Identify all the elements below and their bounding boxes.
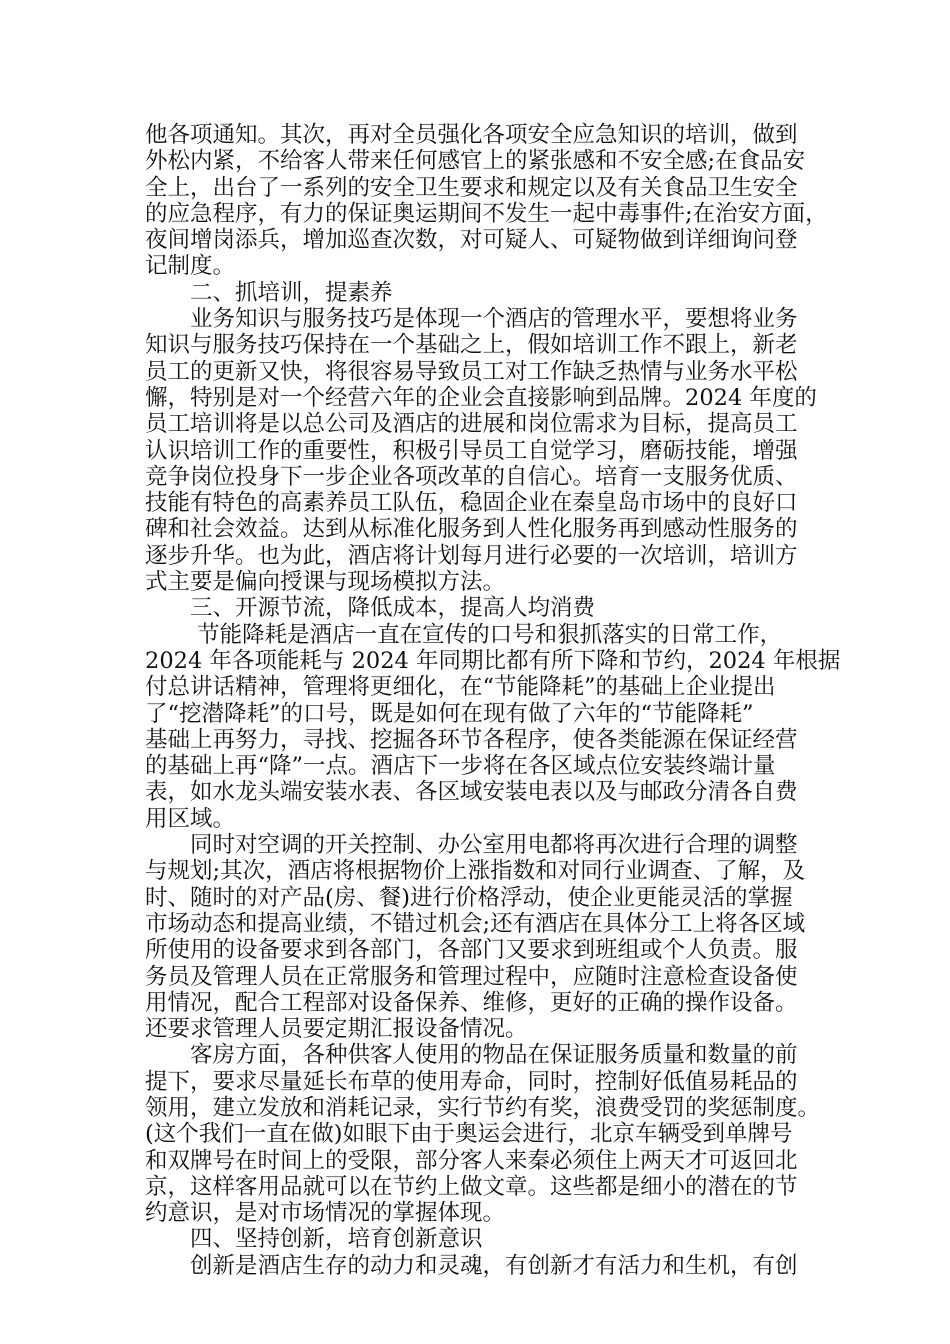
text-line: 提下，要求尽量延长布草的使用寿命，同时，控制好低值易耗品的 bbox=[145, 1068, 798, 1095]
text-line: 所使用的设备要求到各部门，各部门又要求到班组或个人负责。服 bbox=[145, 937, 798, 964]
text-line: 同时对空调的开关控制、办公室用电都将再次进行合理的调整 bbox=[145, 832, 798, 859]
text-line: 2024 年各项能耗与 2024 年同期比都有所下降和节约，2024 年根据 bbox=[145, 647, 841, 674]
text-line: 他各项通知。其次，再对全员强化各项安全应急知识的培训，做到 bbox=[145, 122, 798, 148]
text-line: 客房方面，各种供客人使用的物品在保证服务质量和数量的前 bbox=[145, 1042, 798, 1069]
text-line: 式主要是偏向授课与现场模拟方法。 bbox=[145, 569, 506, 596]
text-line: 了“挖潜降耗”的口号，既是如何在现有做了六年的“节能降耗” bbox=[145, 700, 754, 727]
text-line: 外松内紧，不给客人带来任何感官上的紧张感和不安全感;在食品安 bbox=[145, 148, 806, 175]
text-line: 还要求管理人员要定期汇报设备情况。 bbox=[145, 1016, 528, 1043]
text-line: 碑和社会效益。达到从标准化服务到人性化服务再到感动性服务的 bbox=[145, 516, 798, 543]
text-line: 四、坚持创新，培育创新意识 bbox=[145, 1226, 483, 1253]
text-line: 认识培训工作的重要性，积极引导员工自觉学习，磨砺技能，增强 bbox=[145, 437, 798, 464]
text-line: 夜间增岗添兵，增加巡查次数，对可疑人、可疑物做到详细询问登 bbox=[145, 227, 798, 254]
text-line: 竞争岗位投身下一步企业各项改革的自信心。培育一支服务优质、 bbox=[145, 463, 798, 490]
text-line: 付总讲话精神，管理将更细化，在“节能降耗”的基础上企业提出 bbox=[145, 674, 776, 701]
document-body bbox=[145, 122, 841, 1279]
text-line: 员工的更新又快，将很容易导致员工对工作缺乏热情与业务水平松 bbox=[145, 358, 798, 385]
text-line: 时、随时的对产品(房、餐)进行价格浮动，使企业更能灵活的掌握 bbox=[145, 884, 793, 911]
text-line: 业务知识与服务技巧是体现一个酒店的管理水平，要想将业务 bbox=[145, 306, 798, 333]
text-line: 知识与服务技巧保持在一个基础之上，假如培训工作不跟上，新老 bbox=[145, 332, 798, 359]
text-line: (这个我们一直在做)如眼下由于奥运会进行，北京车辆受到单牌号 bbox=[145, 1121, 793, 1148]
text-line: 创新是酒店生存的动力和灵魂，有创新才有活力和生机，有创 bbox=[145, 1252, 798, 1279]
text-line: 的应急程序，有力的保证奥运期间不发生一起中毒事件;在治安方面， bbox=[145, 200, 828, 227]
text-line: 逐步升华。也为此，酒店将计划每月进行必要的一次培训，培训方 bbox=[145, 542, 798, 569]
text-line: 三、开源节流，降低成本，提高人均消费 bbox=[145, 595, 596, 622]
text-line: 市场动态和提高业绩，不错过机会;还有酒店在具体分工上将各区域 bbox=[145, 910, 806, 937]
text-line: 用区域。 bbox=[145, 805, 236, 832]
text-line: 表，如水龙头端安装水表、各区域安装电表以及与邮政分清各自费 bbox=[145, 779, 798, 806]
text-line: 约意识，是对市场情况的掌握体现。 bbox=[145, 1200, 506, 1227]
text-line: 的基础上再“降”一点。酒店下一步将在各区域点位安装终端计量 bbox=[145, 753, 776, 780]
text-line: 二、抓培训，提素养 bbox=[145, 279, 393, 306]
text-line: 用情况，配合工程部对设备保养、维修，更好的正确的操作设备。 bbox=[145, 989, 798, 1016]
text-line: 领用，建立发放和消耗记录，实行节约有奖，浪费受罚的奖惩制度。 bbox=[145, 1094, 821, 1121]
text-line: 员工培训将是以总公司及酒店的进展和岗位需求为目标，提高员工 bbox=[145, 411, 798, 438]
text-line: 技能有特色的高素养员工队伍，稳固企业在秦皇岛市场中的良好口 bbox=[145, 490, 798, 517]
text-line: 基础上再努力，寻找、挖掘各环节各程序，使各类能源在保证经营 bbox=[145, 726, 798, 753]
text-line: 与规划;其次，酒店将根据物价上涨指数和对同行业调查、了解，及 bbox=[145, 858, 806, 885]
text-line: 务员及管理人员在正常服务和管理过程中，应随时注意检查设备使 bbox=[145, 963, 798, 990]
text-line: 和双牌号在时间上的受限，部分客人来秦必须住上两天才可返回北 bbox=[145, 1147, 798, 1174]
text-line: 京，这样客用品就可以在节约上做文章。这些都是细小的潜在的节 bbox=[145, 1173, 798, 1200]
text-line: 全上，出台了一系列的安全卫生要求和规定以及有关食品卫生安全 bbox=[145, 174, 798, 201]
text-line: 懈，特别是对一个经营六年的企业会直接影响到品牌。2024 年度的 bbox=[145, 384, 817, 411]
text-line: 记制度。 bbox=[145, 253, 236, 280]
text-line: 节能降耗是酒店一直在宣传的口号和狠抓落实的日常工作， bbox=[145, 621, 783, 648]
